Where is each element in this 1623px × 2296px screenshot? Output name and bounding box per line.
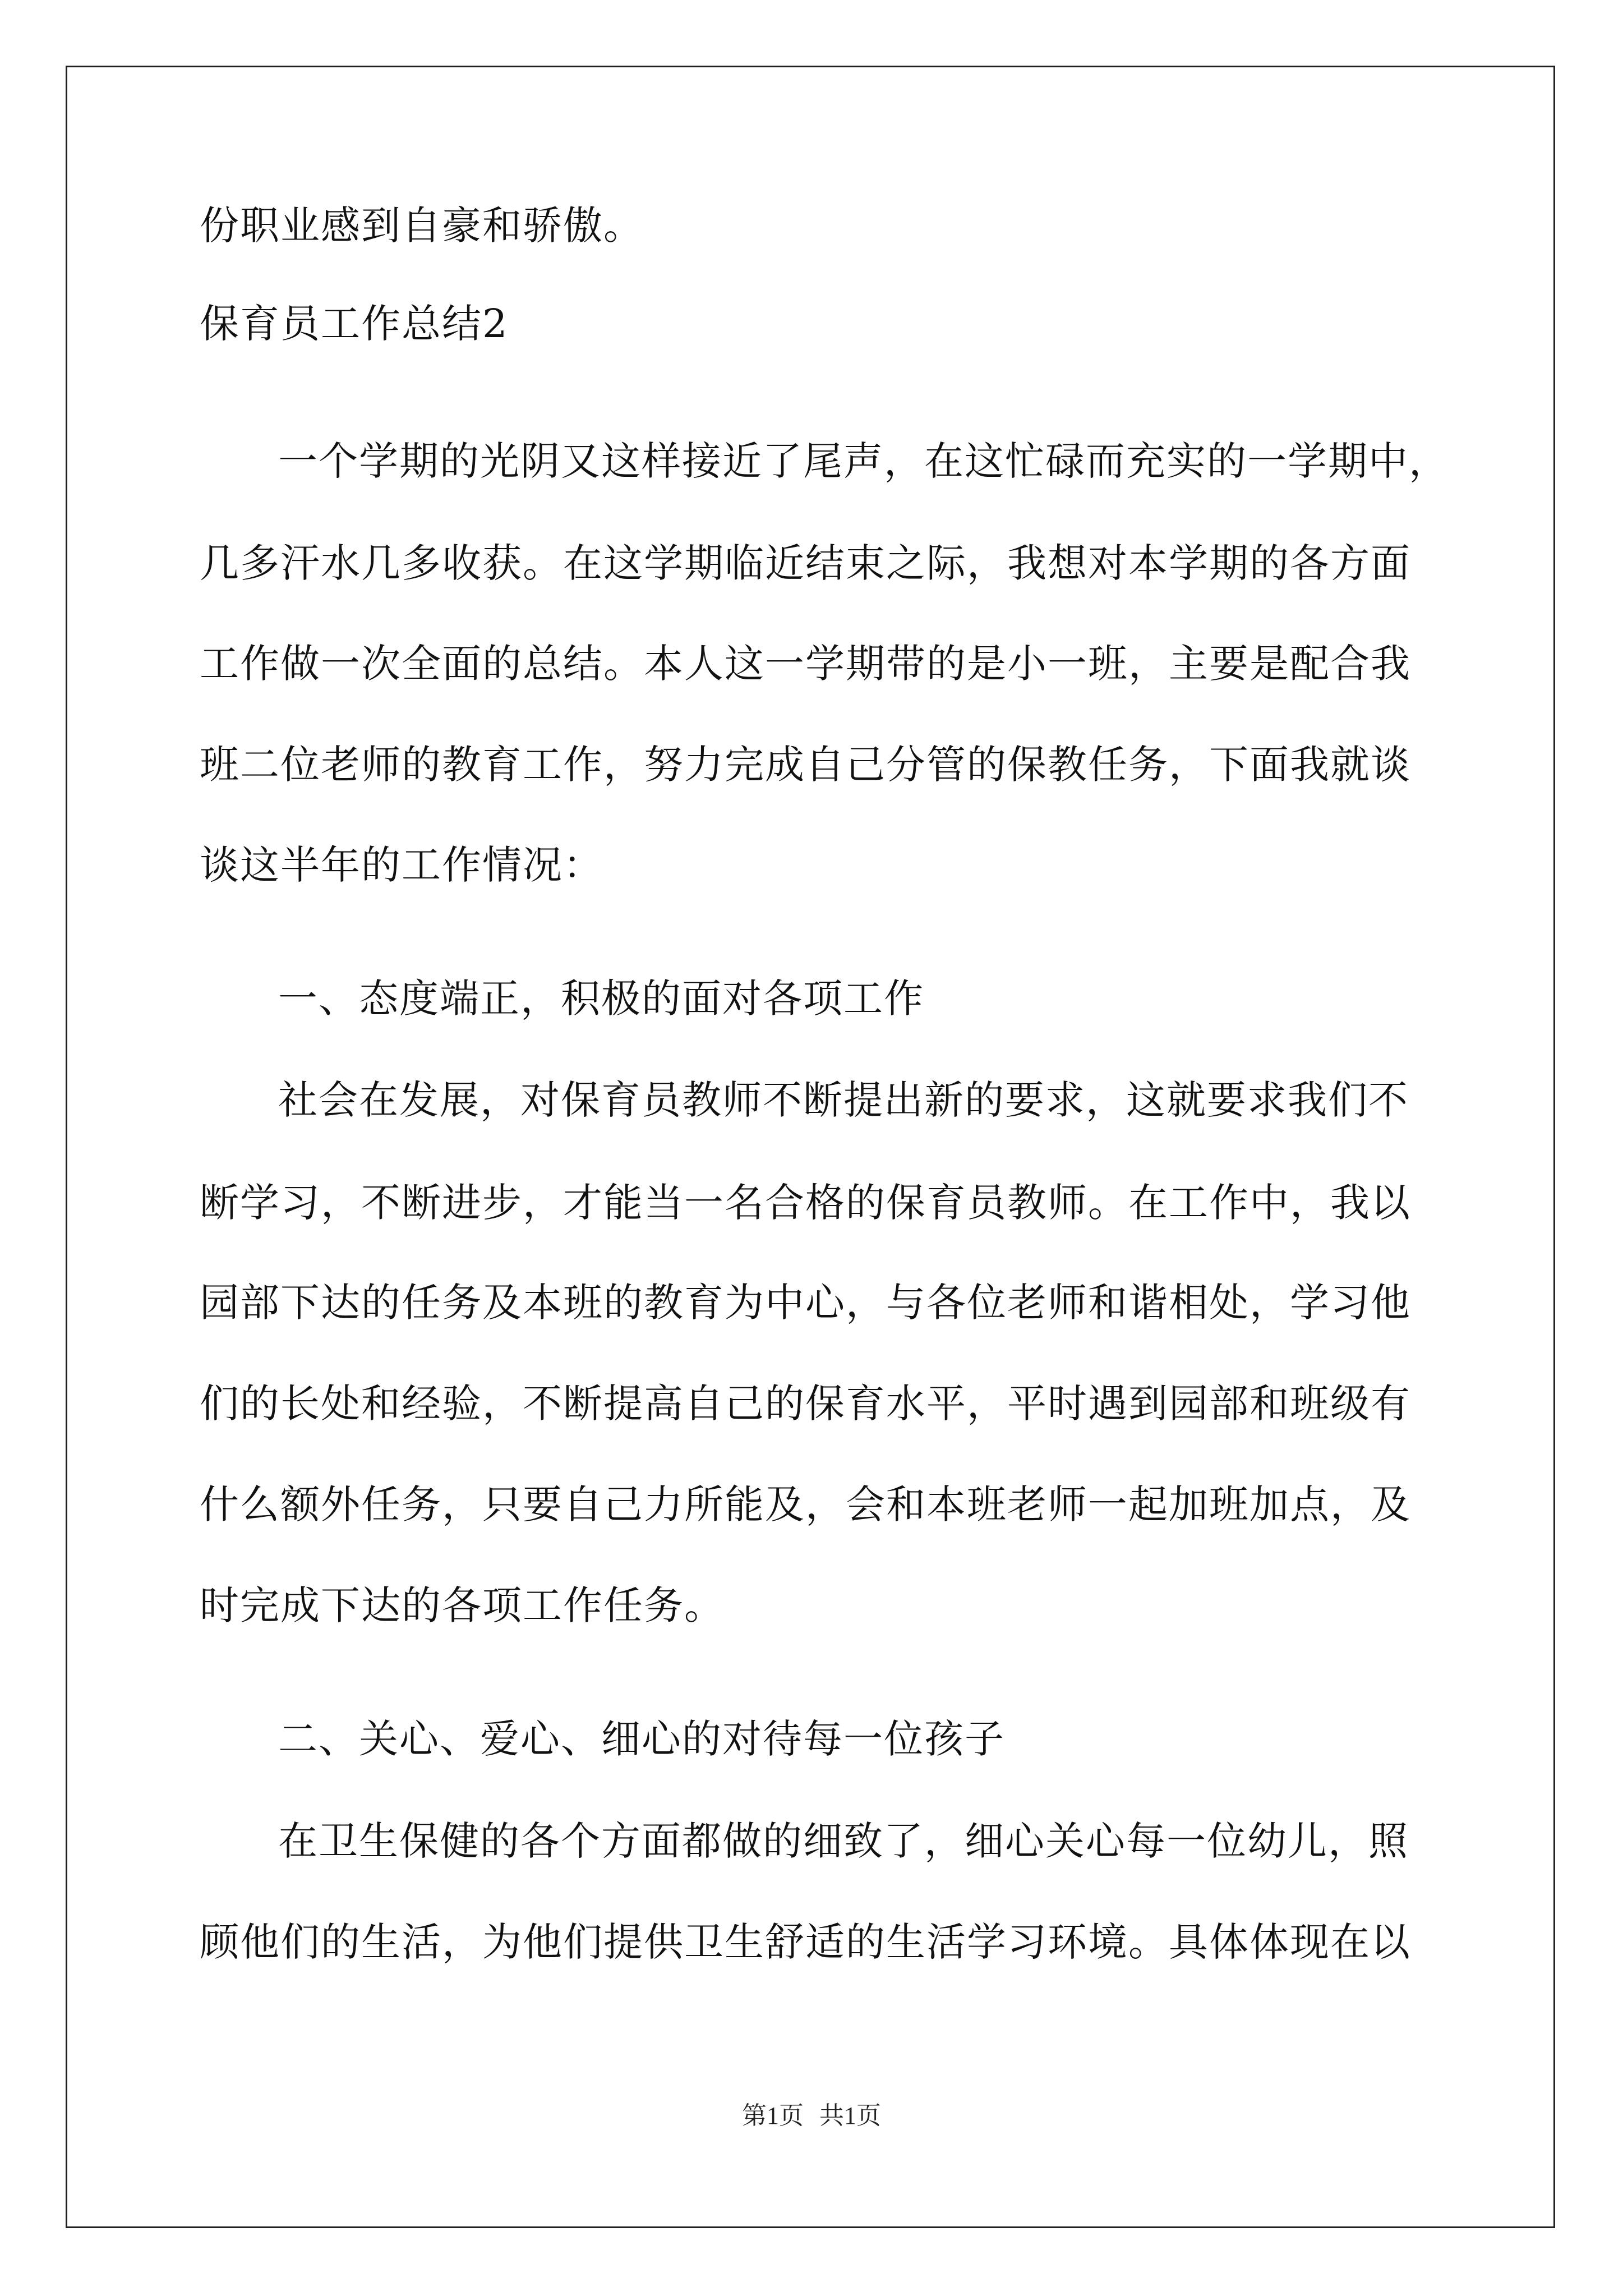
page-footer xyxy=(0,2099,1623,2133)
text-line: 园部下达的任务及本班的教育为中心，与各位老师和谐相处，学习他 xyxy=(200,1280,1411,1326)
page-number: 第1页 xyxy=(742,2102,804,2129)
text-line: 顾他们的生活，为他们提供卫生舒适的生活学习环境。具体体现在以 xyxy=(200,1919,1411,1965)
section-heading: 二、关心、爱心、细心的对待每一位孩子 xyxy=(278,1716,1005,1762)
text-line: 时完成下达的各项工作任务。 xyxy=(200,1582,725,1628)
text-line: 几多汗水几多收获。在这学期临近结束之际，我想对本学期的各方面 xyxy=(200,540,1411,586)
text-line: 断学习，不断进步，才能当一名合格的保育员教师。在工作中，我以 xyxy=(200,1180,1411,1226)
text-line: 份职业感到自豪和骄傲。 xyxy=(200,203,644,249)
text-line: 在卫生保健的各个方面都做的细致了，细心关心每一位幼儿，照 xyxy=(278,1818,1409,1864)
text-line: 们的长处和经验，不断提高自己的保育水平，平时遇到园部和班级有 xyxy=(200,1381,1411,1427)
text-line: 班二位老师的教育工作，努力完成自己分管的保教任务，下面我就谈 xyxy=(200,742,1411,788)
page-total: 共1页 xyxy=(819,2102,881,2129)
section-heading: 一、态度端正，积极的面对各项工作 xyxy=(278,976,924,1022)
text-line: 谈这半年的工作情况： xyxy=(200,842,603,888)
text-line: 什么额外任务，只要自己力所能及，会和本班老师一起加班加点，及 xyxy=(200,1481,1411,1527)
text-line: 工作做一次全面的总结。本人这一学期带的是小一班，主要是配合我 xyxy=(200,641,1411,687)
section-title: 保育员工作总结2 xyxy=(200,301,509,347)
text-line: 一个学期的光阴又这样接近了尾声，在这忙碌而充实的一学期中， xyxy=(278,438,1449,484)
text-line: 社会在发展，对保育员教师不断提出新的要求，这就要求我们不 xyxy=(278,1077,1409,1123)
page-border xyxy=(66,66,1555,2228)
